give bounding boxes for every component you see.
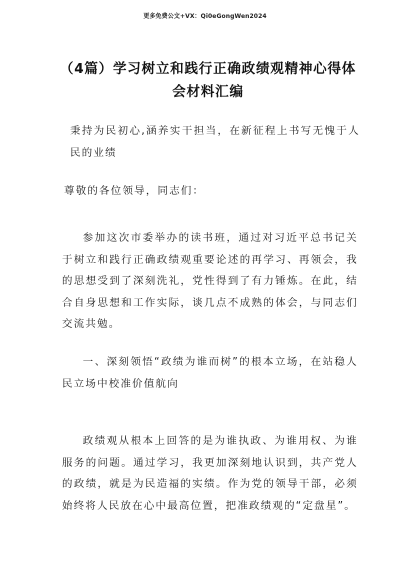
section-heading: 一、深刻领悟“政绩为谁而树”的根本立场，在站稳人民立场中校准价值航向 — [62, 356, 358, 390]
greeting: 尊敬的各位领导，同志们： — [64, 185, 205, 197]
body-paragraph: 参加这次市委举办的读书班，通过对习近平总书记关于树立和践行正确政绩观重要论述的再学习、再领会，我的思想受到了深刻洗礼，党性得到了有力锤炼。在此，结合自身思想和工作实际，谈几点不成熟的体会，与同志们交流共勉。 — [62, 232, 358, 330]
body-paragraph: 政绩观从根本上回答的是为谁执政、为谁用权、为谁服务的问题。通过学习，我更加深刻地认识到，共产党人的政绩，就是为民造福的实绩。作为党的领导干部，必须始终将人民放在心中最高位置，把准政绩观的“定盘星”。 — [62, 435, 358, 512]
header-note: 更多免费公文+VX：Qi0eGongWen2024 — [143, 13, 267, 20]
document-subtitle: 秉持为民初心,涵养实干担当，在新征程上书写无愧于人民的业绩 — [70, 125, 360, 159]
document-title: （4篇）学习树立和践行正确政绩观精神心得体会材料汇编 — [59, 61, 357, 100]
